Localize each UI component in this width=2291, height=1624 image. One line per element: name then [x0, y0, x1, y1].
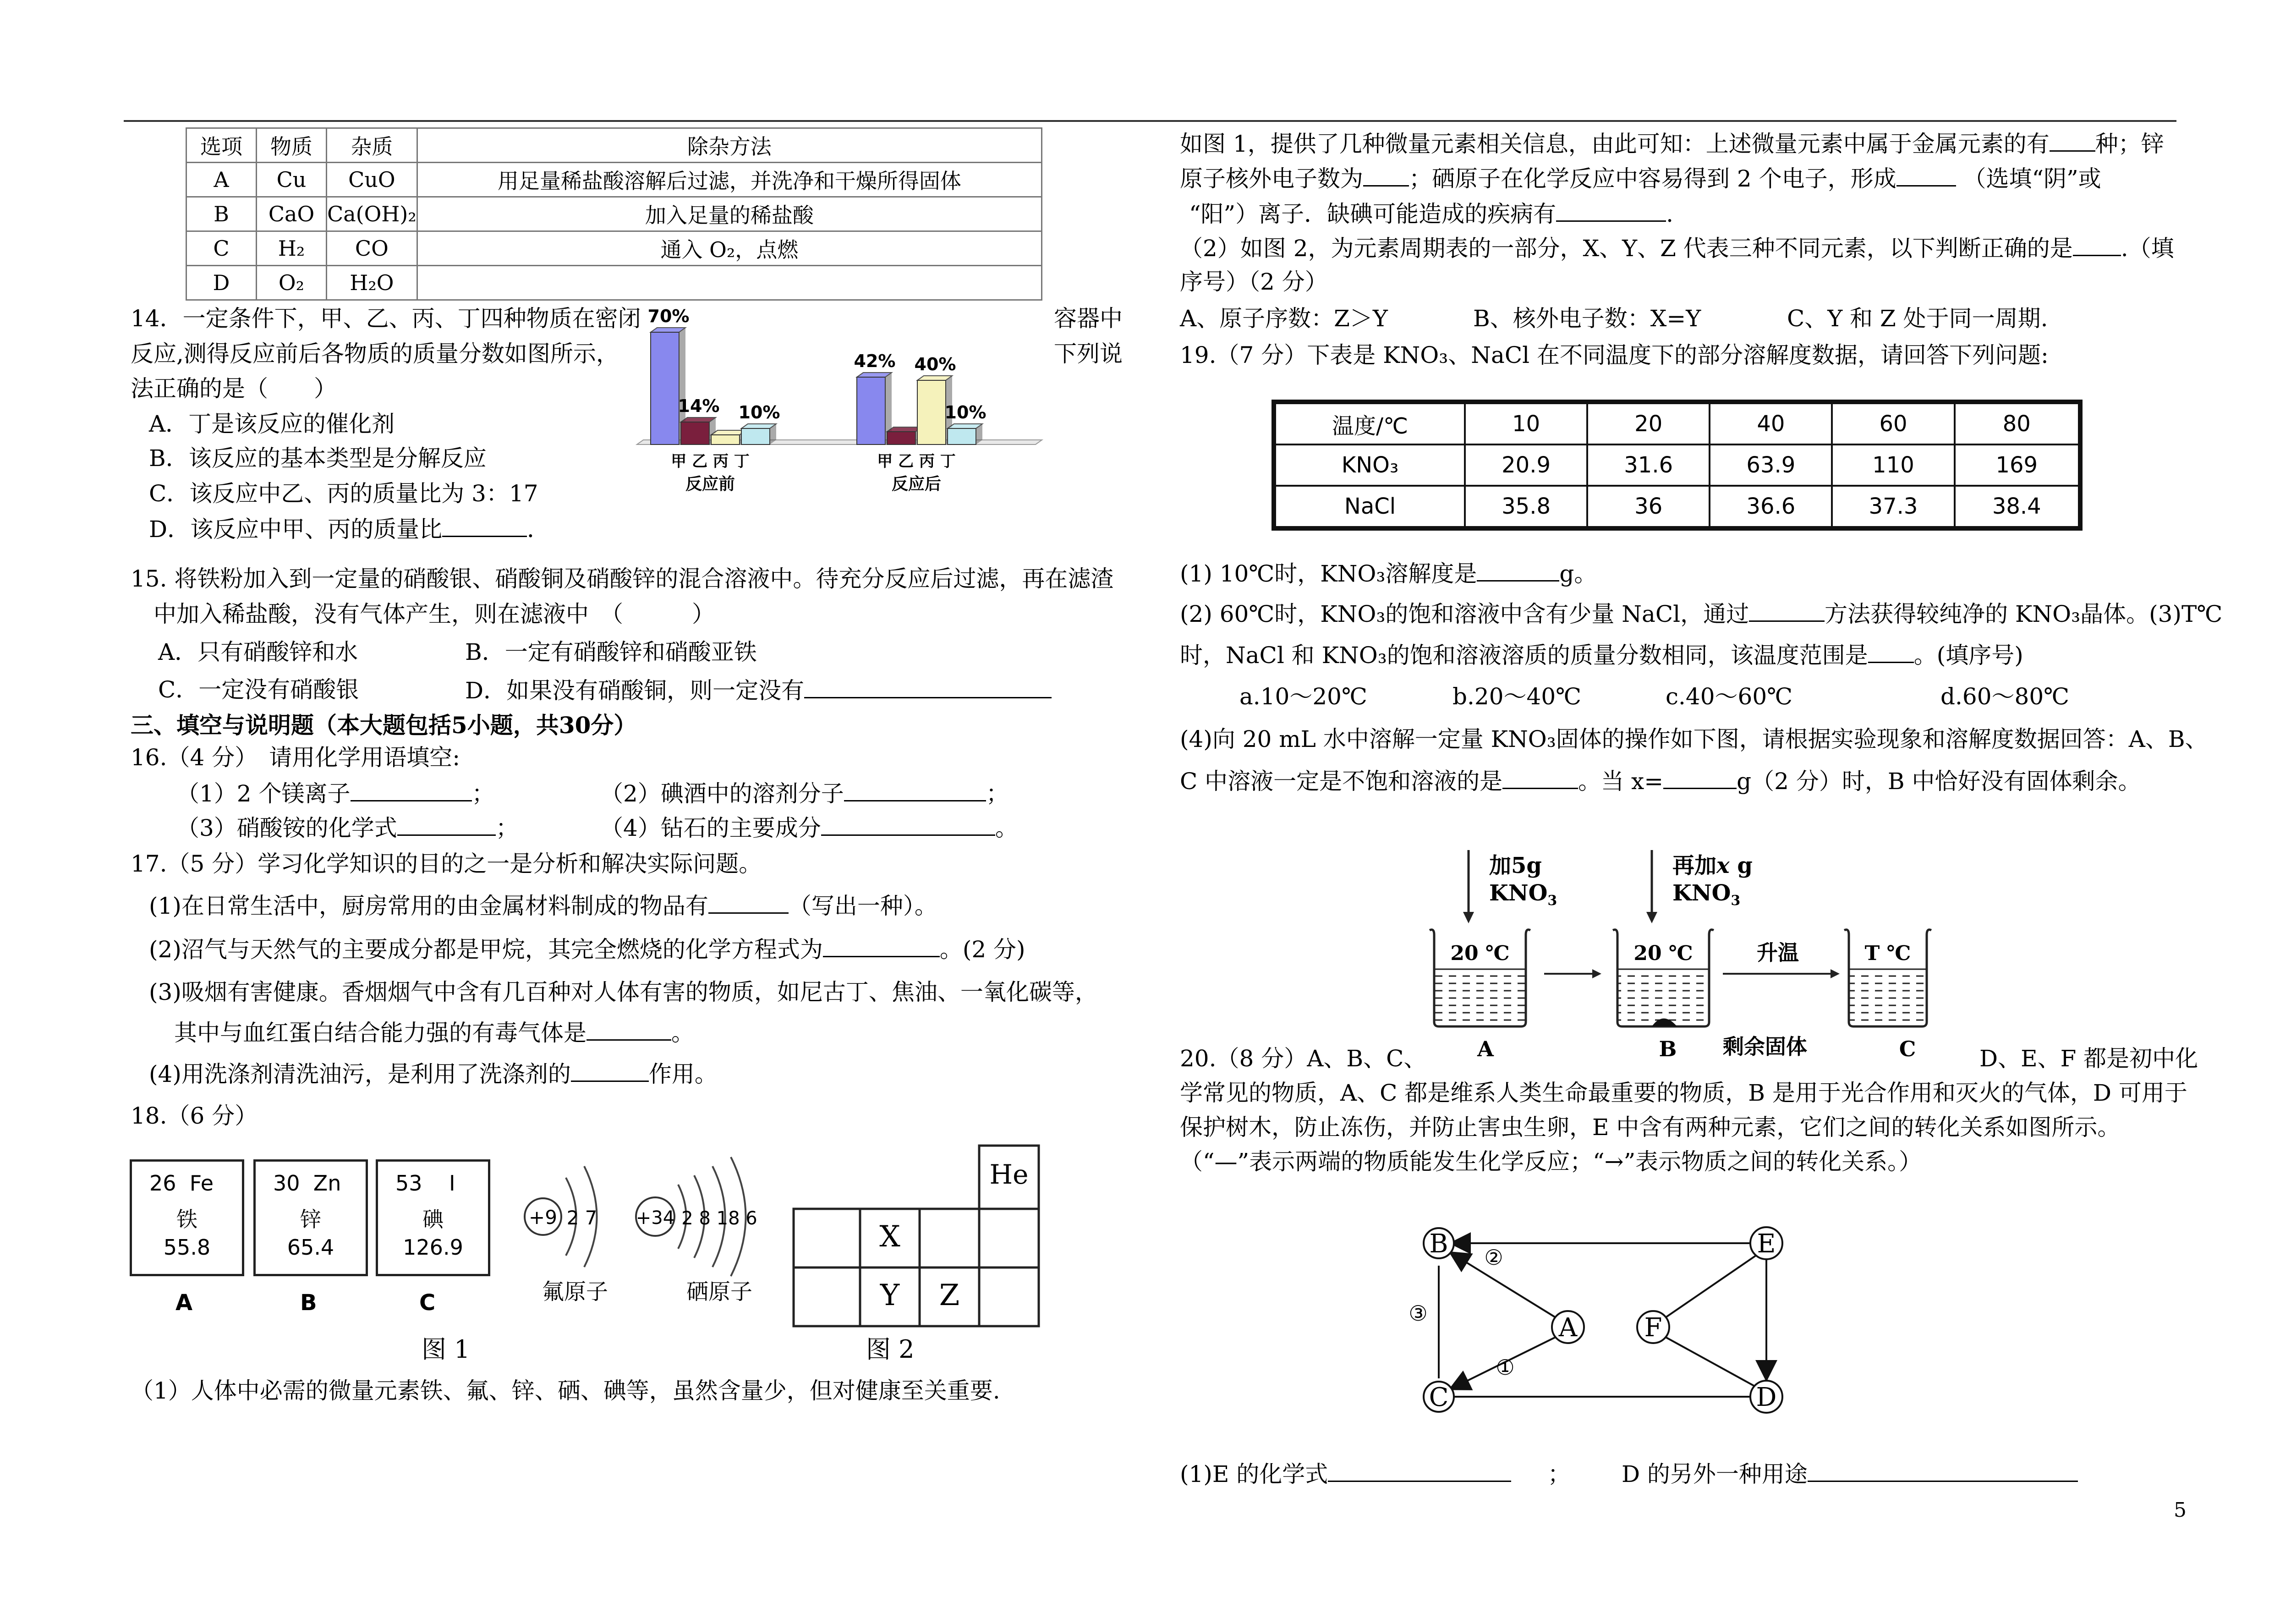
- answer-blank: [1663, 767, 1737, 789]
- arrow-head: [1592, 969, 1601, 978]
- answer-blank: [1896, 164, 1956, 187]
- table-cell: 加入足量的稀盐酸: [417, 197, 1041, 231]
- table-cell: 63.9: [1710, 444, 1832, 486]
- heating-label: 升温: [1757, 940, 1799, 965]
- selenium-nucleus-charge: +34: [636, 1207, 675, 1229]
- grid-cell: [979, 1209, 1039, 1267]
- separator: ；: [471, 780, 495, 807]
- separator: ；: [495, 815, 519, 841]
- element-mass: 126.9: [403, 1235, 463, 1260]
- solution-liquid: [1617, 969, 1709, 1022]
- line-f-e: [1666, 1255, 1757, 1317]
- q14-option-d-text: D．该反应中甲、丙的质量比: [149, 516, 443, 543]
- answer-blank: [2073, 234, 2121, 256]
- element-card-i: [376, 1159, 490, 1276]
- answer-blank: [1502, 767, 1578, 789]
- table-cell: 通入 O₂，点燃: [417, 231, 1041, 266]
- fluorine-atom-label: 氟原子: [542, 1279, 608, 1305]
- answer-blank: [1477, 559, 1559, 582]
- q19-title: 19.（7 分）下表是 KNO₃、NaCl 在不同温度下的部分溶解度数据，请回答下列问题:: [1180, 342, 2049, 368]
- caption-c: C: [419, 1290, 436, 1316]
- caption-b: B: [300, 1290, 317, 1316]
- svg-text:A: A: [1558, 1313, 1578, 1343]
- q14-line1: 14．一定条件下，甲、乙、丙、丁四种物质在密闭: [131, 305, 641, 332]
- q18-right-line2-mid: ；硒原子在化学反应中容易得到 2 个电子，形成: [1409, 165, 1896, 192]
- node-c: [1424, 1382, 1454, 1412]
- svg-text:D: D: [1756, 1383, 1777, 1412]
- q15-line1: 15. 将铁粉加入到一定量的硝酸银、硝酸铜及硝酸锌的混合溶液中。待充分反应后过滤，再在滤渣: [131, 565, 1114, 592]
- grid-cell: [794, 1209, 860, 1267]
- q19-part2: [1180, 599, 2222, 628]
- chart-bar: [857, 377, 885, 444]
- answer-blank: [2050, 129, 2095, 152]
- q14-option-c: C．该反应中乙、丙的质量比为 3：17: [149, 480, 538, 507]
- fluorine-nucleus-charge: +9: [529, 1206, 557, 1229]
- element-z: Z: [939, 1278, 960, 1312]
- element-he: He: [989, 1159, 1029, 1190]
- figure-2-caption: 图 2: [866, 1335, 915, 1364]
- element-card-fe: [130, 1159, 244, 1276]
- selenium-atom-label: 硒原子: [686, 1279, 753, 1305]
- q15-line2: 中加入稀盐酸，没有气体产生，则在滤液中 （ ）: [153, 601, 715, 627]
- table-header-cell: 60: [1832, 402, 1954, 444]
- node-d: [1750, 1381, 1782, 1413]
- q17-title: 17.（5 分）学习化学知识的目的之一是分析和解决实际问题。: [131, 850, 762, 877]
- table-header-row: [186, 128, 1042, 163]
- beaker-a-temp: 20 ℃: [1450, 942, 1510, 965]
- chart-data-label: 70%: [647, 306, 690, 326]
- q18-part2-text: （2）如图 2，为元素周期表的一部分，X、Y、Z 代表三种不同元素，以下判断正确的是: [1180, 235, 2073, 262]
- q18-right-line3-text: “阳”）离子．缺碘可能造成的疾病有: [1189, 201, 1557, 227]
- q15-option-d: [465, 676, 1052, 704]
- section-3-heading: 三、填空与说明题（本大题包括5小题，共30分）: [131, 712, 637, 739]
- q15-option-b: B．一定有硝酸锌和硝酸亚铁: [465, 639, 757, 665]
- table-cell: 169: [1955, 444, 2080, 486]
- table-cell: CaO: [257, 197, 327, 231]
- atom-structure-diagrams: [518, 1152, 797, 1313]
- q19-part3-text: 时，NaCl 和 KNO₃的饱和溶液溶质的质量分数相同，该温度范围是: [1180, 642, 1868, 669]
- q17-part3-line1: (3)吸烟有害健康。香烟烟气中含有几百种对人体有害的物质，如尼古丁、焦油、一氧化碳等，: [149, 979, 1098, 1005]
- element-number-symbol: 30 Zn: [273, 1171, 341, 1196]
- q18-right-line2: [1180, 164, 2101, 192]
- node-f: [1637, 1311, 1669, 1343]
- q14-bar-chart: [623, 293, 1063, 504]
- table-cell: A: [186, 163, 257, 197]
- q19-part2-end: 方法获得较纯净的 KNO₃晶体。(3)T℃: [1825, 601, 2223, 627]
- selenium-atom-diagram: [636, 1157, 757, 1305]
- q15-option-c: C．一定没有硝酸银: [158, 676, 359, 703]
- answer-blank: [1749, 599, 1825, 622]
- q17-part4: [149, 1059, 718, 1088]
- line-f-d: [1666, 1337, 1757, 1388]
- q14-option-d-end: ．: [527, 516, 550, 543]
- table-cell: KNO₃: [1274, 444, 1465, 486]
- q18-option-c: C、Y 和 Z 处于同一周期.: [1787, 305, 2048, 332]
- element-name: 锌: [300, 1207, 321, 1232]
- q18-right-line1: [1180, 129, 2164, 158]
- table-header-cell: 40: [1710, 402, 1832, 444]
- q19-part4-end: g（2 分）时，B 中恰好没有固体剩余。: [1737, 768, 2141, 795]
- table-row: [1274, 486, 2080, 528]
- remaining-solid-label: 剩余固体: [1723, 1034, 1807, 1059]
- grid-cell: [920, 1209, 979, 1267]
- table-cell: 36.6: [1710, 486, 1832, 528]
- q17-part4-end: 作用。: [648, 1061, 718, 1087]
- relation-label-1: ①: [1496, 1355, 1515, 1380]
- q17-part2: [149, 935, 1025, 963]
- chart-bar: [741, 428, 770, 444]
- q19-part1-end: g。: [1559, 560, 1597, 587]
- table-header-cell: 选项: [186, 128, 257, 163]
- q14-line1-end: 容器中: [1054, 305, 1123, 332]
- table-cell: 110: [1832, 444, 1954, 486]
- table-cell: 35.8: [1465, 486, 1587, 528]
- element-name: 铁: [176, 1207, 197, 1232]
- table-header-cell: 10: [1465, 402, 1587, 444]
- node-b: [1424, 1228, 1454, 1259]
- chart-bar: [651, 332, 679, 444]
- chart-data-label: 40%: [914, 354, 956, 374]
- q17-part1-end: （写出一种）。: [788, 893, 937, 919]
- q17-part3-text: 其中与血红蛋白结合能力强的有毒气体是: [174, 1020, 586, 1046]
- add-xg-label: 再加x g: [1672, 853, 1753, 878]
- q17-part2-end: 。(2 分): [939, 936, 1025, 963]
- beaker-a: [1430, 930, 1530, 1026]
- svg-text:C: C: [1429, 1383, 1449, 1412]
- answer-blank: [351, 779, 472, 801]
- answer-blank: [571, 1059, 649, 1082]
- answer-blank: [821, 813, 995, 836]
- q18-right-line3-end: .: [1666, 201, 1674, 227]
- header-rule: [124, 120, 2176, 122]
- table-cell: H₂: [257, 231, 327, 266]
- q14-line3: 法正确的是（ ）: [131, 375, 337, 402]
- q14-option-b: B．该反应的基本类型是分解反应: [149, 445, 487, 472]
- q14-line2-end: 下列说: [1054, 340, 1123, 367]
- beaker-c: [1844, 930, 1931, 1026]
- grid-cell: [794, 1267, 860, 1326]
- q15-option-d-text: D．如果没有硝酸铜，则一定没有: [465, 677, 805, 704]
- q19-part4-line1: (4)向 20 mL 水中溶解一定量 KNO₃固体的操作如下图，请根据实验现象和溶解度数据回答：A、B、: [1180, 726, 2208, 752]
- chart-category-label: 甲 乙 丙 丁: [671, 452, 750, 471]
- answer-blank: [708, 891, 789, 914]
- q18-right-line1-end: 种；锌: [2095, 131, 2164, 157]
- q17-part3-line2: [174, 1018, 694, 1047]
- fluorine-shell-electrons: 2 7: [566, 1207, 597, 1229]
- answer-blank: [586, 1018, 671, 1041]
- add-5g-label: 加5g: [1489, 853, 1542, 878]
- q18-part1-line1: （1）人体中必需的微量元素铁、氟、锌、硒、碘等，虽然含量少，但对健康至关重要.: [131, 1377, 1000, 1404]
- q16-part2: [600, 779, 1009, 807]
- q20-line1: 20.（8 分）A、B、C、: [1180, 1045, 1427, 1072]
- q19-part4-mid: 。当 x=: [1578, 768, 1664, 795]
- q14-option-d: [149, 515, 550, 543]
- page-number: 5: [2174, 1498, 2187, 1522]
- table-header-cell: 20: [1587, 402, 1710, 444]
- q17-part4-text: (4)用洗涤剂清洗油污，是利用了洗涤剂的: [149, 1061, 571, 1087]
- table-cell: 36: [1587, 486, 1710, 528]
- q16-part4-text: （4）钻石的主要成分: [600, 815, 821, 841]
- q16-part1-text: （1）2 个镁离子: [176, 780, 351, 807]
- q19-option-a: a.10～20℃: [1239, 683, 1367, 710]
- answer-blank: [844, 779, 986, 801]
- q18-option-a: A、原子序数：Z＞Y: [1180, 305, 1388, 332]
- relation-label-2: ②: [1484, 1245, 1503, 1270]
- q18-option-b: B、核外电子数：X=Y: [1473, 305, 1701, 332]
- separator: ；: [986, 780, 1009, 807]
- kno3-label-2: $KNO_3$: [1672, 880, 1741, 909]
- element-number-symbol: 26 Fe: [149, 1171, 214, 1196]
- table-cell: C: [186, 231, 257, 266]
- selenium-shell-electrons: 2 8 18 6: [681, 1208, 757, 1229]
- q16-part2-text: （2）碘酒中的溶剂分子: [600, 780, 844, 807]
- element-mass: 65.4: [287, 1235, 334, 1260]
- q15-option-a: A．只有硝酸锌和水: [158, 639, 358, 665]
- table-cell: O₂: [257, 266, 327, 300]
- table-cell: 用足量稀盐酸溶解后过滤，并洗净和干燥所得固体: [417, 163, 1041, 197]
- element-x: X: [879, 1220, 900, 1254]
- q17-part3-end: 。: [671, 1020, 694, 1046]
- node-a: [1552, 1311, 1584, 1343]
- q18-part2-line2: 序号）（2 分）: [1180, 269, 1328, 295]
- answer-blank: [1328, 1459, 1511, 1482]
- substance-relation-diagram: [1402, 1214, 1814, 1416]
- q18-right-line1-text: 如图 1，提供了几种微量元素相关信息，由此可知：上述微量元素中属于金属元素的有: [1180, 131, 2050, 157]
- grid-cell: [979, 1267, 1039, 1326]
- arrow-head: [1463, 912, 1474, 923]
- table-cell: 20.9: [1465, 444, 1587, 486]
- dissolution-beaker-diagram: [1420, 848, 1934, 1072]
- answer-blank: [1556, 199, 1666, 222]
- q20-line2: 学常见的物质，A、C 都是维系人类生命最重要的物质，B 是用于光合作用和灭火的气体，D 可用于: [1180, 1080, 2187, 1106]
- table-cell: B: [186, 197, 257, 231]
- figure-1-caption: 图 1: [422, 1335, 470, 1364]
- relation-label-3: ③: [1409, 1301, 1428, 1326]
- chart-bar: [711, 435, 740, 444]
- q14-line2: 反应,测得反应前后各物质的质量分数如图所示，: [131, 340, 619, 367]
- table-row: [186, 231, 1042, 266]
- kno3-label-1: $KNO_3$: [1489, 880, 1557, 909]
- table-cell: 31.6: [1587, 444, 1710, 486]
- chart-data-label: 14%: [678, 396, 720, 416]
- q18-title: 18.（6 分）: [131, 1103, 258, 1129]
- q19-part4-line2: [1180, 767, 2141, 795]
- q20-line3: 保护树木，防止冻伤，并防止害虫生卵，E 中含有两种元素，它们之间的转化关系如图所示。: [1180, 1114, 2121, 1141]
- beaker-b: [1613, 930, 1714, 1026]
- beaker-c-label: C: [1899, 1037, 1916, 1061]
- separator: ；: [1547, 1461, 1571, 1487]
- table-row: [1274, 444, 2080, 486]
- q19-part3-end: 。(填序号): [1913, 642, 2023, 669]
- q13-table: [186, 127, 1042, 301]
- q14-option-a: A．丁是该反应的催化剂: [149, 411, 395, 437]
- q19-option-c: c.40～60℃: [1666, 683, 1793, 710]
- element-y: Y: [880, 1278, 900, 1312]
- arrow-head: [1646, 912, 1657, 923]
- table-cell: H₂O: [327, 266, 417, 300]
- q19-part1: [1180, 559, 1597, 587]
- periodic-table-fragment: [790, 1143, 1047, 1331]
- beaker-a-label: A: [1477, 1037, 1494, 1061]
- q19-part3: [1180, 641, 2023, 669]
- table-cell: 38.4: [1955, 486, 2080, 528]
- table-header-cell: 温度/℃: [1274, 402, 1465, 444]
- table-cell: Ca(OH)₂: [327, 197, 417, 231]
- solubility-table: [1272, 400, 2083, 531]
- chart-category-label: 甲 乙 丙 丁: [877, 452, 956, 471]
- table-cell: Cu: [257, 163, 327, 197]
- table-cell: 37.3: [1832, 486, 1954, 528]
- table-cell: NaCl: [1274, 486, 1465, 528]
- svg-text:E: E: [1757, 1229, 1776, 1259]
- table-row: [186, 197, 1042, 231]
- q20-line4: （“—”表示两端的物质能发生化学反应；“→”表示物质之间的转化关系。）: [1180, 1148, 1922, 1175]
- q19-part4-text: C 中溶液一定是不饱和溶液的是: [1180, 768, 1503, 795]
- table-header-cell: 除杂方法: [417, 128, 1041, 163]
- chart-bar: [948, 428, 976, 444]
- q16-title: 16.（4 分） 请用化学用语填空:: [131, 744, 460, 771]
- q16-part3: [176, 813, 519, 842]
- q17-part1: [149, 891, 937, 920]
- element-card-zn: [253, 1159, 368, 1276]
- element-name: 碘: [422, 1207, 444, 1232]
- table-row: [186, 163, 1042, 197]
- end-mark: 。: [995, 815, 1018, 841]
- chart-data-label: 10%: [944, 402, 987, 422]
- table-header-cell: 80: [1955, 402, 2080, 444]
- chart-bar: [917, 380, 946, 444]
- answer-blank: [823, 935, 940, 957]
- q19-part2-text: (2) 60℃时，KNO₃的饱和溶液中含有少量 NaCl，通过: [1180, 601, 1749, 627]
- chart-bar: [887, 432, 915, 444]
- beaker-b-temp: 20 ℃: [1633, 942, 1693, 965]
- answer-blank: [397, 813, 496, 836]
- q17-part2-text: (2)沼气与天然气的主要成分都是甲烷，其完全燃烧的化学方程式为: [149, 936, 823, 963]
- chart-bar: [681, 422, 709, 444]
- answer-blank: [442, 515, 527, 537]
- element-number-symbol: 53 I: [395, 1171, 455, 1196]
- q18-part2-line1: [1180, 234, 2174, 262]
- fluorine-atom-diagram: [525, 1166, 608, 1305]
- q17-part1-text: (1)在日常生活中，厨房常用的由金属材料制成的物品有: [149, 893, 708, 919]
- table-cell: CuO: [327, 163, 417, 197]
- node-e: [1750, 1227, 1782, 1259]
- q20-part1-d-text: D 的另外一种用途: [1621, 1461, 1808, 1487]
- solution-liquid: [1434, 969, 1526, 1022]
- beaker-b-label: B: [1659, 1037, 1677, 1061]
- q16-part1: [176, 779, 495, 807]
- table-cell: CO: [327, 231, 417, 266]
- table-header-cell: 物质: [257, 128, 327, 163]
- answer-blank: [1868, 641, 1914, 663]
- element-mass: 55.8: [163, 1235, 211, 1260]
- chart-data-label: 42%: [854, 351, 896, 371]
- beaker-c-temp: T ℃: [1864, 942, 1911, 965]
- answer-blank: [1808, 1459, 2078, 1482]
- answer-blank: [1363, 164, 1409, 187]
- q19-part1-text: (1) 10℃时，KNO₃溶解度是: [1180, 560, 1477, 587]
- q19-option-b: b.20～40℃: [1452, 683, 1582, 710]
- svg-text:B: B: [1429, 1229, 1448, 1259]
- chart-data-label: 10%: [738, 402, 780, 422]
- q19-option-d: d.60～80℃: [1940, 683, 2070, 710]
- q18-right-line3: [1189, 199, 1673, 228]
- q20-part1-text: (1)E 的化学式: [1180, 1461, 1328, 1487]
- table-header-row: [1274, 402, 2080, 444]
- q18-right-line2-end: （选填“阴”或: [1963, 165, 2101, 192]
- solution-liquid: [1849, 969, 1927, 1022]
- table-cell: D: [186, 266, 257, 300]
- q16-part4: [600, 813, 1018, 842]
- chart-group-label: 反应后: [891, 475, 942, 494]
- q20-part1: [1180, 1459, 2078, 1488]
- q16-part3-text: （3）硝酸铵的化学式: [176, 815, 397, 841]
- arrow-head: [1831, 969, 1840, 978]
- svg-text:F: F: [1644, 1313, 1662, 1343]
- caption-a: A: [175, 1290, 193, 1316]
- q18-part2-end: .（填: [2121, 235, 2174, 262]
- answer-blank: [804, 676, 1052, 698]
- arrow-a-to-b: [1452, 1253, 1556, 1317]
- q20-line1-end: D、E、F 都是初中化: [1979, 1045, 2198, 1072]
- table-header-cell: 杂质: [327, 128, 417, 163]
- chart-group-label: 反应前: [685, 475, 735, 494]
- q18-right-line2-text: 原子核外电子数为: [1180, 165, 1363, 192]
